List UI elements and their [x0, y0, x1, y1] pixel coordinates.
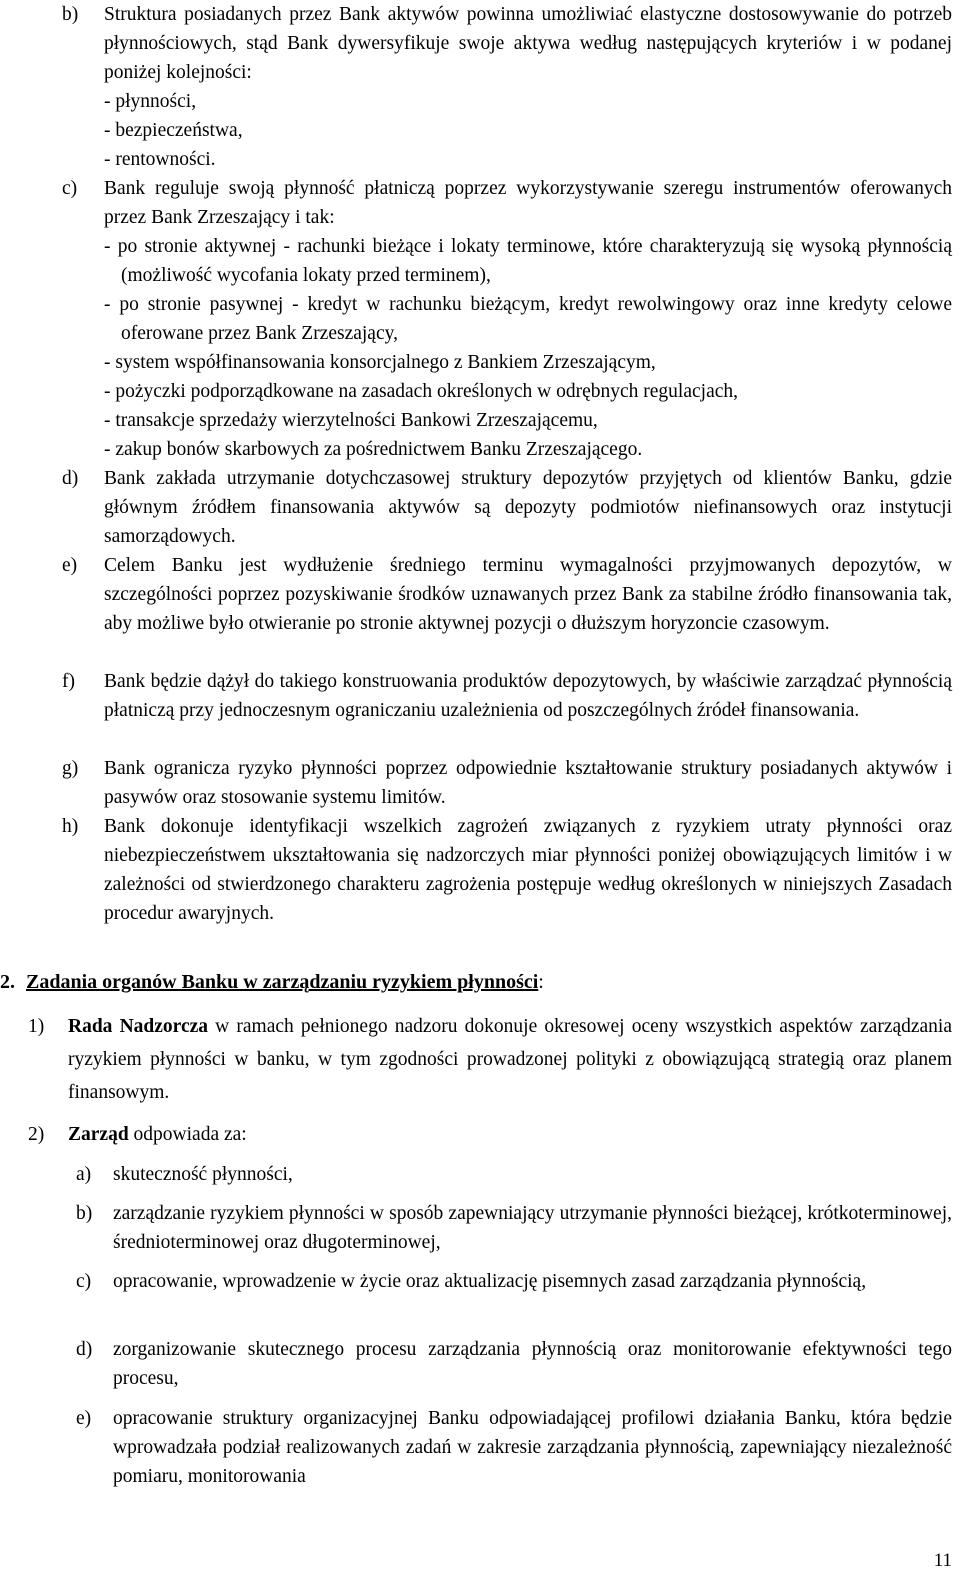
section-c-bullet: - po stronie pasywnej - kredyt w rachunku bieżącym, kredyt rewolwingowy oraz inne kredyty celowe oferowane przez Bank Zrzeszający, [104, 294, 952, 344]
item-2-sub-label: c) [76, 1271, 92, 1292]
item-2-sub-e [76, 1404, 952, 1491]
section-f-label: f) [62, 671, 75, 692]
section-c-text: Bank reguluje swoją płynność płatniczą poprzez wykorzystywanie szeregu instrumentów oferowanych przez Bank Zrzeszający i tak: [104, 178, 952, 228]
section-2-heading [0, 968, 544, 997]
section-g [62, 754, 952, 812]
section-f-text: Bank będzie dążył do takiego konstruowania produktów depozytowych, by właściwie zarządzać płynnością płatniczą przy jednoczesnym ograniczaniu uzależnienia od poszczególnych źródeł finansowania. [104, 671, 952, 721]
section-2-colon: : [538, 971, 544, 993]
section-2-title: Zadania organów Banku w zarządzaniu ryzykiem płynności [26, 971, 539, 993]
section-d-label: d) [62, 468, 79, 489]
item-2-sub-label: a) [76, 1164, 92, 1185]
section-e [62, 551, 952, 638]
item-2-sub-label: b) [76, 1203, 93, 1224]
item-2-sub-text: zorganizowanie skutecznego procesu zarządzania płynnością oraz monitorowanie efektywności tego procesu, [113, 1339, 952, 1389]
section-2-number: 2. [0, 971, 15, 993]
item-2-sub-c [76, 1267, 952, 1296]
section-c [62, 174, 952, 464]
section-g-label: g) [62, 758, 79, 779]
item-1 [28, 1010, 952, 1109]
section-h-label: h) [62, 816, 79, 837]
item-2-sub-label: e) [76, 1408, 92, 1429]
item-1-body [68, 1010, 952, 1109]
item-2 [28, 1120, 952, 1149]
item-2-sub-text: opracowanie struktury organizacyjnej Banku odpowiadającej profilowi działania Banku, która będzie wprowadzała podział realizowanych zadań w zakresie zarządzania płynnością, zapewniający niezależność pomiaru, monitorowania [113, 1408, 952, 1487]
item-1-label: 1) [28, 1016, 45, 1037]
item-2-body [68, 1120, 952, 1149]
section-b-bullet: - rentowności. [104, 149, 216, 170]
item-1-bold: Rada Nadzorcza [68, 1016, 209, 1037]
item-2-label: 2) [28, 1124, 45, 1145]
section-c-bullet: - system współfinansowania konsorcjalnego z Bankiem Zrzeszającym, [104, 352, 656, 373]
section-d-text: Bank zakłada utrzymanie dotychczasowej struktury depozytów przyjętych od klientów Banku, gdzie głównym źródłem finansowania aktywów są depozyty podmiotów niefinansowych oraz instytucji samorządowych. [104, 468, 952, 547]
section-e-text: Celem Banku jest wydłużenie średniego terminu wymagalności przyjmowanych depozytów, w szczególności poprzez pozyskiwanie środków uznawanych przez Bank za stabilne źródło finansowania tak, aby możliwe było otwieranie po stronie aktywnej pozycji o dłuższym horyzoncie czasowym. [104, 555, 952, 634]
section-f [62, 667, 952, 725]
section-c-bullet: - zakup bonów skarbowych za pośrednictwem Banku Zrzeszającego. [104, 439, 643, 460]
section-b-text: Struktura posiadanych przez Bank aktywów powinna umożliwiać elastyczne dostosowywanie do potrzeb płynnościowych, stąd Bank dywersyfikuje swoje aktywa według następujących kryteriów i w podanej poniżej kolejności: [104, 4, 952, 83]
section-b-bullet: - płynności, [104, 91, 197, 112]
section-c-bullet: - transakcje sprzedaży wierzytelności Bankowi Zrzeszającemu, [104, 410, 598, 431]
item-2-bold: Zarząd [68, 1124, 129, 1145]
item-2-sub-a [76, 1160, 952, 1189]
section-b-bullet: - bezpieczeństwa, [104, 120, 243, 141]
item-2-sub-text: opracowanie, wprowadzenie w życie oraz aktualizację pisemnych zasad zarządzania płynnością, [113, 1271, 867, 1292]
section-h [62, 812, 952, 928]
section-g-text: Bank ogranicza ryzyko płynności poprzez odpowiednie kształtowanie struktury posiadanych aktywów i pasywów oraz stosowanie systemu limitów. [104, 758, 952, 808]
item-2-sub-d [76, 1335, 952, 1393]
item-1-text: w ramach pełnionego nadzoru dokonuje okresowej oceny wszystkich aspektów zarządzania ryzykiem płynności w banku, w tym zgodności prowadzonej polityki z obowiązującą strategią oraz planem finansowym. [68, 1016, 953, 1103]
section-b-label: b) [62, 4, 79, 25]
section-c-bullet: - po stronie aktywnej - rachunki bieżące i lokaty terminowe, które charakteryzują się wysoką płynnością (możliwość wycofania lokaty przed terminem), [104, 236, 952, 286]
item-2-sub-text: skuteczność płynności, [113, 1164, 293, 1185]
section-b [62, 0, 952, 174]
section-e-label: e) [62, 555, 78, 576]
item-2-sub-label: d) [76, 1339, 93, 1360]
page-number: 11 [933, 1550, 952, 1571]
item-2-text: odpowiada za: [128, 1124, 247, 1145]
item-2-sub-text: zarządzanie ryzykiem płynności w sposób zapewniający utrzymanie płynności bieżącej, krótkoterminowej, średnioterminowej oraz długoterminowej, [113, 1203, 952, 1253]
section-b-body [104, 0, 952, 174]
section-c-body [104, 174, 952, 464]
section-d [62, 464, 952, 551]
section-c-label: c) [62, 178, 78, 199]
section-h-text: Bank dokonuje identyfikacji wszelkich zagrożeń związanych z ryzykiem utraty płynności oraz niebezpieczeństwem ukształtowania się nadzorczych miar płynności poniżej obowiązujących limitów i w zależności od stwierdzonego charakteru zagrożenia postępuje według określonych w niniejszych Zasadach procedur awaryjnych. [104, 816, 952, 924]
item-2-sub-b [76, 1199, 952, 1257]
section-c-bullet: - pożyczki podporządkowane na zasadach określonych w odrębnych regulacjach, [104, 381, 739, 402]
